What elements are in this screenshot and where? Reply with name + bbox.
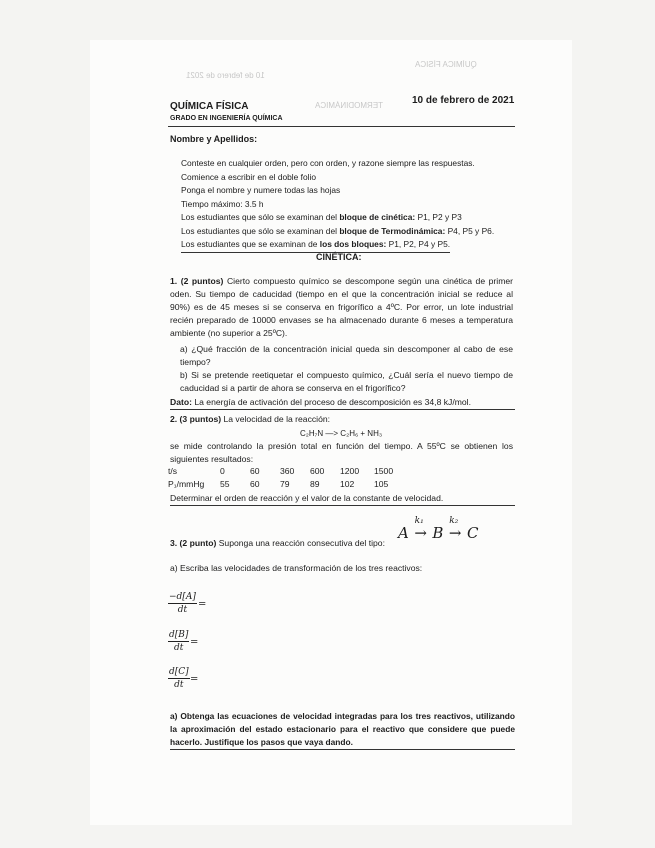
pressure-data-table	[168, 465, 401, 491]
instruction-item: Comience a escribir en el doble folio	[181, 171, 317, 182]
exam-date: 10 de febrero de 2021	[412, 95, 515, 106]
course-subtitle: GRADO EN INGENIERÍA QUÍMICA	[170, 115, 283, 122]
instruction-item: Los estudiantes que sólo se examinan del bloque de cinética: P1, P2 y P3	[181, 212, 462, 222]
table-cell: 60	[250, 466, 260, 476]
problem-1-statement: Cierto compuesto químico se descompone según una cinética de primer oden. Su tiempo de caducidad (tiempo en el que la concentración inicial se reduce al 90%) es de 45 meses si se conserva en frigorífico a 4ºC. Por error, un lote industrial recién preparado de 10000 envases se ha almacenado durante 6 meses a temperatura ambiente (no superior a 25ºC).	[170, 276, 513, 339]
problem-3-part-a: a) Escriba las velocidades de transformación de los tres reactivos:	[170, 563, 423, 573]
equals-sign: =	[190, 674, 199, 685]
section-title: CINÉTICA:	[316, 252, 362, 262]
equals-sign: =	[190, 637, 199, 648]
table-cell: 1200	[340, 466, 360, 476]
table-cell: 360	[280, 466, 295, 476]
equals-sign: =	[198, 599, 207, 610]
instruction-item: Ponga el nombre y numere todas las hojas	[181, 185, 341, 195]
problem-2-reaction: C₂H₇N —> C₂H₆ + NH₃	[300, 429, 383, 438]
problem-1	[170, 275, 513, 340]
row-label: P₁/mmHg	[168, 479, 205, 489]
table-cell: 1500	[374, 466, 394, 476]
bleed-through-text: QUÍMICA FÍSICA	[415, 60, 477, 69]
row-label: t/s	[168, 466, 178, 476]
problem-3-heading-line: 3. (2 punto) Suponga una reacción consecutiva del tipo:	[170, 538, 385, 548]
problem-1-part-a: a) ¿Qué fracción de la concentración inicial queda sin descomponer al cabo de ese tiempo?	[180, 344, 513, 368]
instruction-item: Tiempo máximo: 3.5 h	[181, 198, 264, 209]
instruction-item: Conteste en cualquier orden, pero con orden, y razone siempre las respuestas.	[181, 158, 475, 168]
table-cell: 60	[250, 479, 260, 489]
table-cell: 89	[310, 479, 320, 489]
rate-expression-c: $\frac{d[C]}{dt}$	[169, 667, 189, 690]
instruction-item: Los estudiantes que sólo se examinan del bloque de Termodinámica: P4, P5 y P6.	[181, 225, 495, 236]
problem-2-question: Determinar el orden de reacción y el valor de la constante de velocidad.	[170, 492, 515, 506]
table-cell: 0	[220, 466, 225, 476]
problem-3-part-b: a) Obtenga las ecuaciones de velocidad integradas para los tres reactivos, utilizando la aproximación del estado estacionario para el reactivo que considere que puede hacerlo. Justifique los pasos que vaya dando.	[170, 710, 515, 750]
problem-2-body: se mide controlando la presión total en función del tiempo. A 55ºC se obtienen los siguientes resultados:	[170, 441, 513, 465]
table-cell: 102	[340, 479, 355, 489]
header-divider	[168, 126, 515, 127]
instruction-item: Los estudiantes que se examinan de los dos bloques: P1, P2, P4 y P5.	[181, 238, 450, 253]
rate-expression-b: $\frac{d[B]}{dt}$	[169, 630, 189, 653]
table-cell: 55	[220, 479, 230, 489]
table-row	[168, 478, 401, 491]
problem-2-heading-line: 2. (3 puntos) La velocidad de la reacción:	[170, 414, 331, 424]
rate-expression-a: $\frac{-d[A]}{dt}$	[169, 592, 196, 615]
name-label: Nombre y Apellidos:	[170, 134, 258, 144]
table-cell: 105	[374, 479, 389, 489]
problem-1-data: Dato: La energía de activación del proceso de descomposición es 34,8 kJ/mol.	[170, 396, 515, 410]
table-cell: 600	[310, 466, 325, 476]
table-cell: 79	[280, 479, 290, 489]
problem-1-heading: 1. (2 puntos)	[170, 276, 224, 286]
course-title: QUÍMICA FÍSICA	[170, 101, 249, 112]
instructions-list	[181, 157, 494, 253]
table-row	[168, 465, 401, 478]
bleed-through-text: TERMODINÁMICA	[315, 101, 383, 110]
bleed-through-text: 10 de febrero de 2021	[186, 71, 265, 80]
consecutive-reaction-scheme: A → k₁ B → k₂ C	[398, 516, 479, 542]
problem-1-part-b: b) Si se pretende reetiquetar el compuesto químico, ¿Cuál sería el nuevo tiempo de caducidad si a partir de ahora se conserva en el frigorífico?	[180, 370, 513, 394]
